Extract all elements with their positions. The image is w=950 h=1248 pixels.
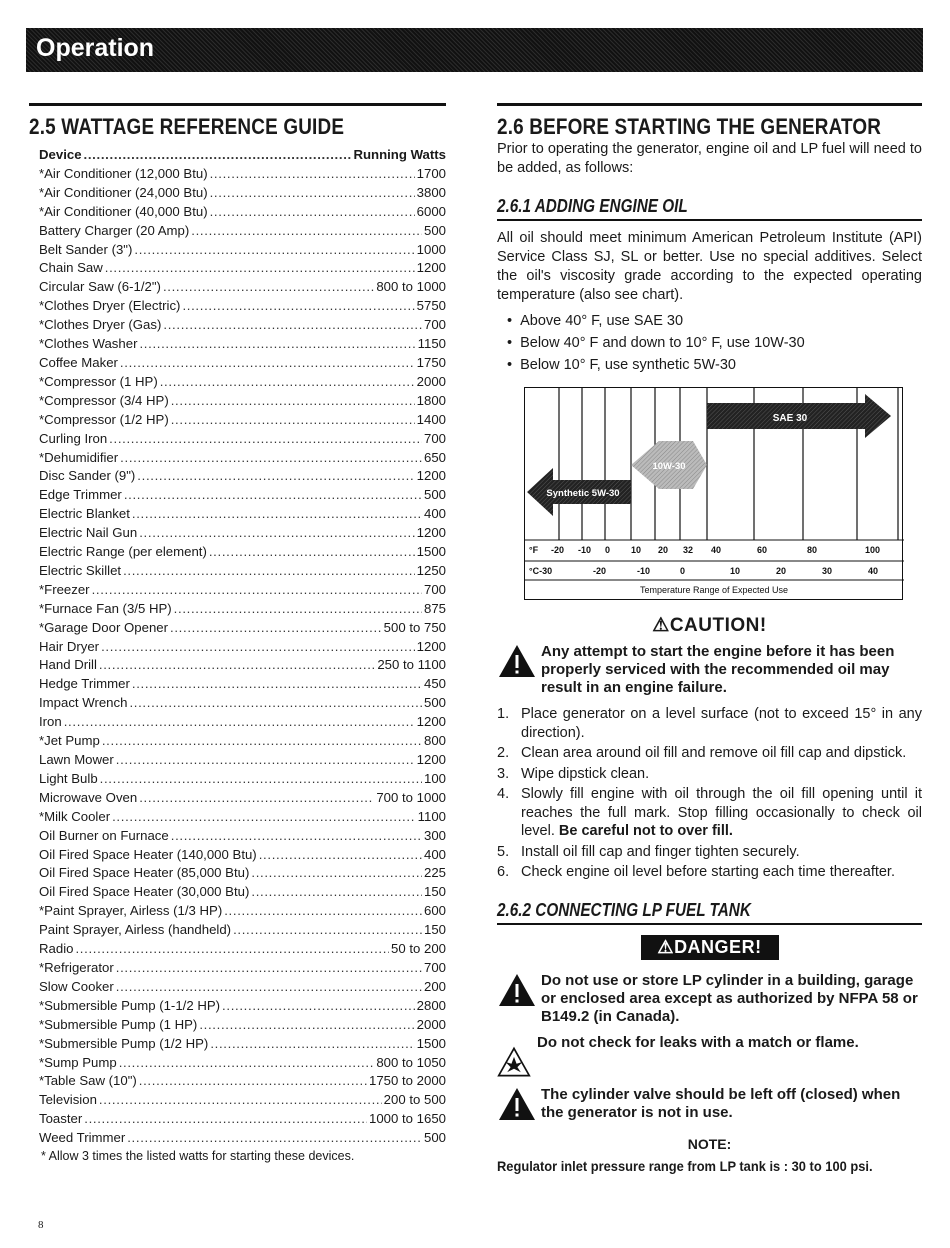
running-watts: 500 <box>423 487 446 503</box>
device-name: *Compressor (3/4 HP) <box>39 392 169 408</box>
f-tick-label: 20 <box>658 545 669 555</box>
running-watts: 650 <box>423 449 446 465</box>
oil-step <box>497 765 922 784</box>
c-tick-label: 10 <box>730 566 741 576</box>
device-name: Light Bulb <box>39 770 98 786</box>
wattage-table-header <box>29 146 446 165</box>
device-name: Oil Fired Space Heater (30,000 Btu) <box>39 884 250 900</box>
running-watts: 1000 to 1650 <box>368 1111 446 1127</box>
oil-bullet: • Below 40° F and down to 10° F, use 10W-30 <box>507 333 922 353</box>
oil-step <box>497 843 922 862</box>
device-name: Oil Fired Space Heater (85,000 Btu) <box>39 865 250 881</box>
running-watts: 1500 <box>416 1035 446 1051</box>
device-name: *Air Conditioner (12,000 Btu) <box>39 165 208 181</box>
step-number: 5. <box>497 843 510 860</box>
wattage-row <box>29 1129 446 1148</box>
oil-bullet: • Above 40° F, use SAE 30 <box>507 311 922 331</box>
step-text: Place generator on a level surface (not to exceed 15° in any direction). <box>521 706 922 741</box>
wattage-row <box>29 770 446 789</box>
step-text: Clean area around oil fill and remove oil fill cap and dipstick. <box>521 745 907 761</box>
wattage-row <box>29 505 446 524</box>
f-tick-label: 100 <box>865 545 881 555</box>
warning-triangle-icon <box>497 643 537 679</box>
running-watts: 1200 <box>416 752 446 767</box>
step-number: 2. <box>497 745 510 761</box>
wattage-row <box>29 600 446 619</box>
wattage-row <box>29 1110 446 1129</box>
wattage-row <box>29 713 446 732</box>
wattage-row <box>29 1091 446 1110</box>
wattage-row <box>29 543 446 562</box>
wattage-row <box>29 411 446 430</box>
c-tick-label: 20 <box>776 566 787 576</box>
running-watts: 600 <box>423 903 446 919</box>
wattage-footnote: * Allow 3 times the listed watts for starting these devices. <box>41 1149 355 1164</box>
wattage-guide <box>29 103 446 1163</box>
before-starting-title: 2.6 BEFORE STARTING THE GENERATOR <box>497 114 882 139</box>
running-watts: 700 <box>423 959 446 975</box>
wattage-row <box>29 959 446 978</box>
device-name: Chain Saw <box>39 260 103 276</box>
device-name: *Clothes Dryer (Gas) <box>39 317 162 333</box>
running-watts: 1100 <box>417 808 446 824</box>
device-name: *Air Conditioner (24,000 Btu) <box>39 184 208 200</box>
before-starting-section <box>497 103 922 1174</box>
f-tick-label: 0 <box>605 545 611 555</box>
running-watts: 700 <box>423 430 446 446</box>
device-name: Television <box>39 1092 97 1108</box>
f-tick-label: -10 <box>578 545 592 555</box>
device-name: Paint Sprayer, Airless (handheld) <box>39 922 232 938</box>
device-name: Oil Burner on Furnace <box>39 827 169 843</box>
device-name: Battery Charger (20 Amp) <box>39 222 190 238</box>
f-tick-label: 32 <box>683 545 694 555</box>
wattage-row <box>29 335 446 354</box>
device-name: *Submersible Pump (1-1/2 HP) <box>39 997 221 1013</box>
c-tick-label: 40 <box>868 566 879 576</box>
caution-label: CAUTION! <box>669 615 767 636</box>
wattage-row <box>29 638 446 657</box>
oil-step <box>497 705 922 742</box>
running-watts: 2800 <box>416 997 446 1013</box>
step-text: Slowly fill engine with oil through the oil fill opening until it reaches the full mark. Stop filling occasionally to check oil level. Be careful not to over fill. <box>521 786 922 839</box>
oil-temperature-chart <box>524 387 903 600</box>
wattage-row <box>29 241 446 260</box>
danger-message-valve: The cylinder valve should be left off (closed) when the generator is not in use. <box>497 1086 922 1122</box>
danger-message-flame: Do not check for leaks with a match or flame. <box>497 1034 922 1072</box>
caution-message: Any attempt to start the engine before it has been properly serviced with the recommended oil may result in an engine failure. <box>497 643 922 697</box>
step-number: 4. <box>497 786 510 802</box>
running-watts: 150 <box>423 884 446 900</box>
oil-bullet: • Below 10° F, use synthetic 5W-30 <box>507 355 922 375</box>
section-banner <box>26 28 923 72</box>
f-tick-label: °F <box>529 545 539 555</box>
wattage-row <box>29 165 446 184</box>
wattage-row <box>29 864 446 883</box>
running-watts: 700 to 1000 <box>376 789 446 805</box>
section-rule <box>29 103 446 106</box>
wattage-row <box>29 278 446 297</box>
running-watts: 2000 <box>416 1016 446 1032</box>
wattage-row <box>29 203 446 222</box>
section-rule <box>497 103 922 106</box>
device-name: *Submersible Pump (1 HP) <box>39 1016 198 1032</box>
wattage-row <box>29 997 446 1016</box>
caution-heading <box>497 614 922 637</box>
wattage-row <box>29 1072 446 1091</box>
running-watts: 200 to 500 <box>383 1092 446 1108</box>
running-watts: 300 <box>423 827 446 843</box>
running-watts: 500 <box>423 1130 446 1146</box>
device-name: Circular Saw (6-1/2") <box>39 279 161 295</box>
running-watts: 700 <box>423 581 446 597</box>
running-watts: 1800 <box>416 392 446 408</box>
running-watts: 500 <box>423 222 446 238</box>
device-name: *Compressor (1/2 HP) <box>39 411 169 427</box>
f-tick-label: 40 <box>711 545 722 555</box>
device-name: *Furnace Fan (3/5 HP) <box>39 600 172 616</box>
oil-step <box>497 863 922 882</box>
running-watts: 2000 <box>416 373 446 389</box>
device-name: Microwave Oven <box>39 789 138 805</box>
wattage-row <box>29 486 446 505</box>
running-watts: 500 <box>423 695 446 711</box>
lp-tank-heading: 2.6.2 CONNECTING LP FUEL TANK <box>497 900 922 925</box>
wattage-row <box>29 1016 446 1035</box>
running-watts: 450 <box>423 676 446 692</box>
device-name: Weed Trimmer <box>39 1130 126 1146</box>
running-watts: 1750 <box>416 354 446 370</box>
device-name: *Garage Door Opener <box>39 619 169 635</box>
f-tick-label: 60 <box>757 545 768 555</box>
c-tick-label: -20 <box>593 566 607 576</box>
device-name: *Submersible Pump (1/2 HP) <box>39 1035 209 1051</box>
wattage-row <box>29 316 446 335</box>
wattage-row <box>29 467 446 486</box>
running-watts-header: Running Watts <box>353 147 446 162</box>
f-tick-label: 80 <box>807 545 818 555</box>
running-watts: 6000 <box>416 203 446 219</box>
wattage-row <box>29 373 446 392</box>
device-name: Hand Drill <box>39 657 97 673</box>
device-name: Radio <box>39 941 74 957</box>
c-tick-label: -10 <box>637 566 651 576</box>
running-watts: 1750 to 2000 <box>368 1073 446 1089</box>
device-name: Belt Sander (3") <box>39 241 133 257</box>
device-name: Disc Sander (9") <box>39 468 136 484</box>
wattage-row <box>29 581 446 600</box>
running-watts: 800 to 1050 <box>376 1054 446 1070</box>
wattage-row <box>29 978 446 997</box>
wattage-row <box>29 222 446 241</box>
device-name: Iron <box>39 714 62 730</box>
device-name: Hedge Trimmer <box>39 676 130 692</box>
wattage-row <box>29 846 446 865</box>
wattage-row <box>29 656 446 675</box>
oil-bullets <box>497 311 922 375</box>
wattage-row <box>29 449 446 468</box>
wattage-row <box>29 940 446 959</box>
wattage-row <box>29 732 446 751</box>
oil-paragraph: All oil should meet minimum American Petroleum Institute (API) Service Class SJ, SL or better. Use no special additives. Select the oil's viscosity grade according to the expected operating temperature (also see chart). <box>497 230 922 303</box>
step-number: 1. <box>497 706 510 722</box>
wattage-row <box>29 902 446 921</box>
band-label-sae30: SAE 30 <box>772 413 808 424</box>
wattage-row <box>29 524 446 543</box>
device-name: Lawn Mower <box>39 752 114 767</box>
wattage-table <box>29 146 446 1148</box>
running-watts: 225 <box>423 865 446 881</box>
wattage-row <box>29 1054 446 1073</box>
device-name: Electric Range (per element) <box>39 544 207 560</box>
running-watts: 1200 <box>416 468 446 484</box>
running-watts: 150 <box>423 922 446 938</box>
device-name: *Air Conditioner (40,000 Btu) <box>39 203 208 219</box>
wattage-row <box>29 184 446 203</box>
c-tick-label: 30 <box>822 566 833 576</box>
running-watts: 700 <box>423 317 446 333</box>
note-text: Regulator inlet pressure range from LP tank is : 30 to 100 psi. <box>497 1157 873 1174</box>
wattage-row <box>29 751 446 770</box>
running-watts: 250 to 1100 <box>377 657 446 673</box>
wattage-row <box>29 675 446 694</box>
running-watts: 1200 <box>416 714 446 730</box>
wattage-row <box>29 392 446 411</box>
running-watts: 50 to 200 <box>391 941 446 957</box>
explosion-hazard-icon <box>497 1046 531 1078</box>
wattage-row <box>29 883 446 902</box>
wattage-row <box>29 354 446 373</box>
chart-caption: Temperature Range of Expected Use <box>639 585 789 595</box>
running-watts: 400 <box>423 846 446 862</box>
running-watts: 800 <box>423 733 446 749</box>
wattage-row <box>29 562 446 581</box>
device-name: Hair Dryer <box>39 638 100 654</box>
device-header: Device <box>39 147 82 162</box>
danger-message-storage: Do not use or store LP cylinder in a building, garage or enclosed area except as authorized by NFPA 58 or B149.2 (in Canada). <box>497 972 922 1026</box>
page-number: 8 <box>38 1219 44 1231</box>
device-name: *Sump Pump <box>39 1054 117 1070</box>
device-name: Coffee Maker <box>39 354 118 370</box>
step-emphasis: Be careful not to over fill. <box>558 823 733 839</box>
device-name: *Freezer <box>39 581 90 597</box>
running-watts: 3800 <box>416 184 446 200</box>
device-name: Edge Trimmer <box>39 487 122 503</box>
running-watts: 1400 <box>416 411 446 427</box>
running-watts: 1200 <box>416 260 446 276</box>
running-watts: 1500 <box>416 544 446 560</box>
wattage-row <box>29 259 446 278</box>
warning-triangle-icon <box>497 1086 537 1122</box>
banner-title: Operation <box>36 34 155 62</box>
c-tick-label: °C-30 <box>529 566 553 576</box>
wattage-guide-title: 2.5 WATTAGE REFERENCE GUIDE <box>29 114 345 139</box>
oil-step <box>497 785 922 841</box>
device-name: *Paint Sprayer, Airless (1/3 HP) <box>39 903 223 919</box>
step-number: 6. <box>497 864 510 880</box>
device-name: Toaster <box>39 1111 83 1127</box>
step-text: Check engine oil level before starting each time thereafter. <box>521 864 895 880</box>
device-name: *Refrigerator <box>39 959 114 975</box>
wattage-row <box>29 1035 446 1054</box>
device-name: Oil Fired Space Heater (140,000 Btu) <box>39 846 257 862</box>
running-watts: 5750 <box>416 298 446 314</box>
oil-steps <box>497 705 922 882</box>
warning-icon: ⚠ <box>657 936 675 957</box>
device-name: Slow Cooker <box>39 978 114 994</box>
running-watts: 400 <box>423 506 446 522</box>
band-label-synthetic: Synthetic 5W-30 <box>546 488 620 499</box>
wattage-row <box>29 789 446 808</box>
note-heading: NOTE: <box>687 1135 732 1152</box>
step-text: Wipe dipstick clean. <box>521 765 650 782</box>
device-name: *Clothes Washer <box>39 336 138 352</box>
wattage-row <box>29 297 446 316</box>
device-name: Electric Blanket <box>39 506 130 522</box>
adding-oil-heading: 2.6.1 ADDING ENGINE OIL <box>497 196 922 221</box>
device-name: *Milk Cooler <box>39 808 111 824</box>
running-watts: 500 to 750 <box>383 619 446 635</box>
running-watts: 800 to 1000 <box>376 279 446 295</box>
c-tick-label: 0 <box>680 566 686 576</box>
device-name: *Clothes Dryer (Electric) <box>39 298 181 314</box>
wattage-row <box>29 921 446 940</box>
running-watts: 1150 <box>417 336 446 352</box>
device-name: Electric Nail Gun <box>39 525 138 541</box>
running-watts: 875 <box>423 600 446 616</box>
running-watts: 100 <box>423 770 446 786</box>
wattage-row <box>29 619 446 638</box>
step-text: Install oil fill cap and finger tighten securely. <box>521 843 800 860</box>
oil-chart-svg <box>525 388 904 601</box>
f-tick-label: -20 <box>551 545 565 555</box>
running-watts: 1200 <box>416 525 446 541</box>
device-name: *Jet Pump <box>39 733 100 749</box>
wattage-row <box>29 827 446 846</box>
wattage-row <box>29 808 446 827</box>
device-name: *Table Saw (10") <box>39 1073 137 1089</box>
running-watts: 200 <box>423 978 446 994</box>
device-name: Electric Skillet <box>39 562 122 578</box>
running-watts: 1700 <box>416 165 446 181</box>
device-name: *Compressor (1 HP) <box>39 373 158 389</box>
running-watts: 1250 <box>416 562 446 578</box>
danger-badge: ⚠DANGER! <box>641 935 779 960</box>
warning-triangle-icon <box>497 972 537 1008</box>
warning-icon: ⚠ <box>652 615 670 636</box>
oil-step <box>497 744 922 763</box>
device-name: Curling Iron <box>39 430 108 446</box>
device-name: *Dehumidifier <box>39 449 119 465</box>
f-tick-label: 10 <box>631 545 642 555</box>
device-name: Impact Wrench <box>39 695 128 711</box>
running-watts: 1000 <box>416 241 446 257</box>
running-watts: 1200 <box>416 638 446 654</box>
wattage-row <box>29 430 446 449</box>
band-label-10w30: 10W-30 <box>652 461 686 472</box>
step-number: 3. <box>497 765 510 782</box>
wattage-row <box>29 694 446 713</box>
intro-paragraph: Prior to operating the generator, engine oil and LP fuel will need to be added, as follows: <box>497 141 922 176</box>
